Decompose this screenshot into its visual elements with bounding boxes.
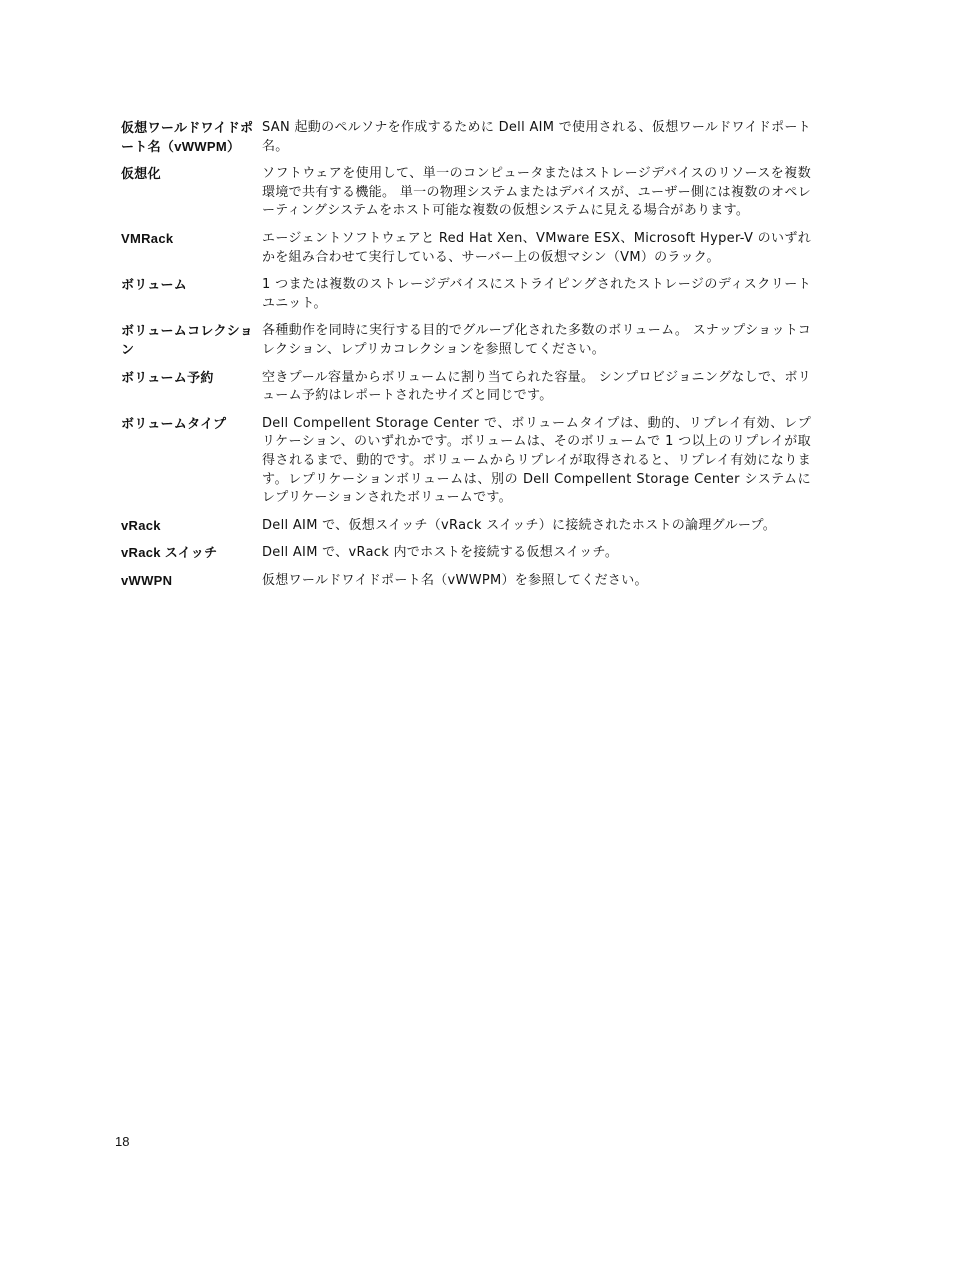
glossary-term: ボリュームコレクション: [121, 323, 254, 357]
glossary-entry-volume: [121, 276, 811, 313]
glossary-term: vWWPN: [121, 572, 173, 588]
glossary-term: VMRack: [121, 230, 174, 246]
glossary-entry-vrack: [121, 517, 811, 536]
glossary-definition: Dell Compellent Storage Center で、ボリュームタイプは、動的、リプレイ有効、レプリケーション、のいずれかです。ボリュームは、そのボリュームで 1 つ以上のリプレイが取得されるまで、動的です。ボリュームからリプレイが取得されると、リプレイ有効になります。レプリケーションボリュームは、別の Dell Compellent Storage Center システムにレプリケーションされたボリュームです。: [262, 415, 811, 506]
glossary-entry-vrack-switch: [121, 544, 811, 563]
glossary-term: ボリューム予約: [121, 369, 214, 385]
glossary-term: vRack: [121, 517, 161, 533]
glossary-entry-vwwpm: [121, 119, 811, 156]
glossary-definition: 仮想ワールドワイドポート名（vWWPM）を参照してください。: [262, 572, 648, 588]
page-number: 18: [115, 1134, 130, 1149]
glossary-list: [121, 119, 811, 599]
glossary-term: ボリュームタイプ: [121, 415, 227, 431]
glossary-entry-volume-collection: [121, 322, 811, 359]
glossary-entry-volume-reserve: [121, 369, 811, 406]
glossary-definition: 各種動作を同時に実行する目的でグループ化された多数のボリューム。 スナップショットコレクション、レプリカコレクションを参照してください。: [262, 323, 811, 357]
glossary-definition: 1 つまたは複数のストレージデバイスにストライピングされたストレージのディスクリートユニット。: [262, 277, 811, 311]
glossary-entry-vmrack: [121, 230, 811, 267]
glossary-entry-virtualization: [121, 165, 811, 221]
glossary-definition: 空きプール容量からボリュームに割り当てられた容量。 シンプロビジョニングなしで、ボリューム予約はレポートされたサイズと同じです。: [262, 369, 811, 404]
glossary-definition: エージェントソフトウェアと Red Hat Xen、VMware ESX、Microsoft Hyper-V のいずれかを組み合わせて実行している、サーバー上の仮想マシン（VM）のラック。: [262, 230, 811, 265]
glossary-definition: Dell AIM で、仮想スイッチ（vRack スイッチ）に接続されたホストの論理グループ。: [262, 517, 777, 533]
glossary-definition: ソフトウェアを使用して、単一のコンピュータまたはストレージデバイスのリソースを複数環境で共有する機能。 単一の物理システムまたはデバイスが、ユーザー側には複数のオペレーティングシステムをホスト可能な複数の仮想システムに見える場合があります。: [262, 166, 811, 219]
glossary-entry-vwwpn: [121, 572, 811, 591]
glossary-term: 仮想化: [121, 166, 161, 182]
glossary-entry-volume-type: [121, 415, 811, 508]
glossary-term: 仮想ワールドワイドポート名（vWWPM）: [121, 120, 254, 154]
glossary-definition: SAN 起動のペルソナを作成するために Dell AIM で使用される、仮想ワールドワイドポート名。: [262, 120, 811, 154]
glossary-term: ボリューム: [121, 277, 188, 293]
glossary-term: vRack スイッチ: [121, 545, 218, 561]
glossary-definition: Dell AIM で、vRack 内でホストを接続する仮想スイッチ。: [262, 545, 619, 561]
